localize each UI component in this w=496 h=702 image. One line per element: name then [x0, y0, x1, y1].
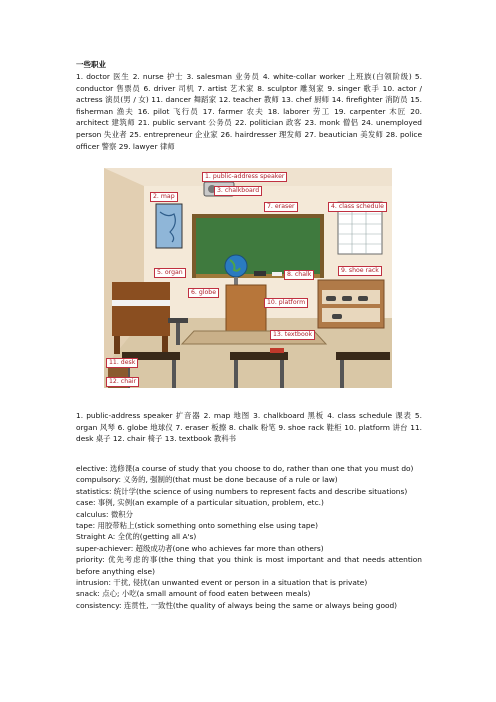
definition-line: intrusion: 干扰, 侵扰(an unwanted event or person in a situation that is private) — [76, 578, 368, 588]
definition-line: statistics: 统计学(the science of using numbers to represent facts and describe situations) — [76, 486, 408, 496]
label-chalkboard: 3. chalkboard — [214, 186, 262, 196]
organ-icon — [112, 282, 170, 336]
label-schedule: 4. class schedule — [328, 202, 387, 212]
classroom-drawing — [104, 168, 392, 388]
definition-line: case: 事例, 实例(an example of a particular situation, problem, etc.) — [76, 498, 324, 508]
definition-line: calculus: 微积分 — [76, 509, 133, 519]
organ-leg-right — [162, 336, 168, 354]
chalk-icon — [272, 272, 282, 276]
podium-icon — [226, 285, 266, 331]
definition-line: snack: 点心; 小吃(a small amount of food eaten between meals) — [76, 589, 311, 599]
definition-line: super-achiever: 超级成功者(one who achieves far more than others) — [76, 543, 324, 553]
stool-seat — [168, 318, 188, 323]
map-icon — [156, 204, 182, 248]
organ-leg — [114, 336, 120, 354]
classroom-legend-paragraph: 1. public-address speaker 扩音器 2. map 地图 3. chalkboard 黑板 4. class schedule 课表 5. organ 风琴 6. globe 地球仪 7. eraser 板擦 8. chalk 粉笔 9. shoe rack 鞋柜 10. platform 讲台 11. desk 桌子 12. chair 椅子 13. textbook 教科书 — [76, 411, 422, 444]
label-organ: 5. organ — [154, 268, 186, 278]
classroom-illustration — [104, 168, 392, 388]
chalkboard-icon — [196, 218, 320, 274]
definition-line: consistency: 连贯性, 一致性(the quality of always being the same or always being good) — [76, 600, 398, 610]
definition-line: tape: 用胶带粘上(stick something onto something else using tape) — [76, 521, 318, 531]
shoe-rack-shelf-2 — [322, 308, 380, 322]
label-desk: 11. desk — [106, 358, 138, 368]
label-chalk: 8. chalk — [284, 270, 314, 280]
stool-leg — [176, 323, 180, 345]
textbook-icon — [270, 348, 284, 353]
organ-keys — [112, 300, 170, 306]
vocabulary-definitions — [76, 463, 422, 611]
definition-line: compulsory: 义务的, 强制的(that must be done because of a rule or law) — [76, 475, 338, 485]
definition-line: Straight A: 全优的(getting all A's) — [76, 532, 197, 542]
definition-line: elective: 选修课(a course of study that you choose to do, rather than one that you must do) — [76, 464, 414, 473]
label-textbook: 13. textbook — [270, 330, 315, 340]
globe-stand — [234, 277, 238, 285]
label-map: 2. map — [150, 192, 178, 202]
globe-icon — [225, 255, 247, 277]
eraser-icon — [254, 271, 266, 276]
label-platform: 10. platform — [264, 298, 308, 308]
definition-line: priority: 优先考虑的事(the thing that you think is most important and that needs attention before anything else) — [76, 555, 422, 576]
label-chair: 12. chair — [106, 377, 139, 387]
label-shoe-rack: 9. shoe rack — [338, 266, 382, 276]
label-eraser: 7. eraser — [264, 202, 298, 212]
jobs-list-paragraph: 1. doctor 医生 2. nurse 护士 3. salesman 业务员 4. white-collar worker 上班族(白领阶级) 5. conductor 售票员 6. driver 司机 7. artist 艺术家 8. sculptor 雕刻家 9. singer 歌手 10. actor / actress 演员(男 / 女) 11. dancer 舞蹈家 12. teacher 教师 13. chef 厨师 14. firefighter 消防员 15. fisherman 渔夫 16. pilot 飞行员 17. farmer 农夫 18. laborer 劳工 19. carpenter 木匠 20. architect 建筑师 21. public servant 公务员 22. politician 政客 23. monk 僧侣 24. unemployed person 失业者 25. entrepreneur 企业家 26. hairdresser 理发师 27. beautician 美发师 28. police officer 警察 29. lawyer 律师 — [76, 72, 422, 151]
section-title: 一些职业 — [76, 60, 106, 69]
label-globe: 6. globe — [188, 288, 219, 298]
label-speaker: 1. public-address speaker — [202, 172, 287, 182]
